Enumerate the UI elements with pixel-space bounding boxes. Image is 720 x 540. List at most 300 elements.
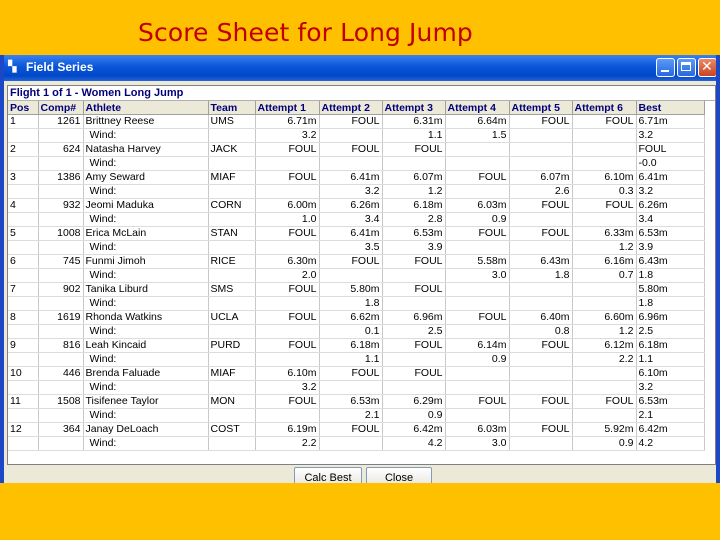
- wind-cell: [509, 437, 572, 451]
- attempt-cell: FOUL: [572, 115, 636, 129]
- wind-cell: [509, 213, 572, 227]
- wind-cell: [509, 409, 572, 423]
- wind-cell: 3.2: [255, 381, 319, 395]
- table-row[interactable]: [8, 143, 704, 157]
- wind-cell: [255, 297, 319, 311]
- empty-cell: [208, 381, 255, 395]
- wind-label: Wind:: [83, 409, 208, 423]
- attempt-cell: [509, 367, 572, 381]
- table-row[interactable]: [8, 227, 704, 241]
- column-header[interactable]: Comp#: [38, 101, 83, 115]
- table-header-row: [8, 101, 704, 115]
- athlete-cell: Erica McLain: [83, 227, 208, 241]
- table-row[interactable]: [8, 199, 704, 213]
- empty-cell: [38, 269, 83, 283]
- athlete-cell: Tanika Liburd: [83, 283, 208, 297]
- athlete-cell: Jeomi Maduka: [83, 199, 208, 213]
- table-row[interactable]: [8, 171, 704, 185]
- attempt-cell: 6.43m: [509, 255, 572, 269]
- attempt-cell: 6.18m: [382, 199, 445, 213]
- wind-label: Wind:: [83, 157, 208, 171]
- attempt-cell: 6.26m: [319, 199, 382, 213]
- table-row[interactable]: [8, 339, 704, 353]
- wind-row[interactable]: [8, 297, 704, 311]
- wind-label: Wind:: [83, 353, 208, 367]
- wind-label: Wind:: [83, 297, 208, 311]
- position-cell: 12: [8, 423, 38, 437]
- empty-cell: [8, 409, 38, 423]
- wind-label: Wind:: [83, 241, 208, 255]
- column-header[interactable]: Attempt 2: [319, 101, 382, 115]
- wind-cell: 3.0: [445, 437, 509, 451]
- wind-cell: 3.5: [319, 241, 382, 255]
- table-row[interactable]: [8, 115, 704, 129]
- attempt-cell: [509, 143, 572, 157]
- attempt-cell: FOUL: [255, 171, 319, 185]
- wind-cell: 0.1: [319, 325, 382, 339]
- attempt-cell: [445, 367, 509, 381]
- wind-label: Wind:: [83, 325, 208, 339]
- wind-cell: [445, 297, 509, 311]
- maximize-icon: [681, 62, 691, 71]
- best-cell: FOUL: [636, 143, 704, 157]
- wind-label: Wind:: [83, 185, 208, 199]
- close-icon: ✕: [701, 59, 713, 75]
- attempt-cell: FOUL: [509, 199, 572, 213]
- attempt-cell: 6.12m: [572, 339, 636, 353]
- best-wind-cell: 3.4: [636, 213, 704, 227]
- wind-cell: 0.9: [572, 437, 636, 451]
- best-cell: 6.96m: [636, 311, 704, 325]
- attempt-cell: 6.31m: [382, 115, 445, 129]
- best-cell: 6.10m: [636, 367, 704, 381]
- team-cell: MIAF: [208, 367, 255, 381]
- wind-cell: 4.2: [382, 437, 445, 451]
- competitor-number-cell: 932: [38, 199, 83, 213]
- wind-cell: [382, 297, 445, 311]
- attempt-cell: 6.03m: [445, 423, 509, 437]
- wind-row[interactable]: [8, 157, 704, 171]
- attempt-cell: 6.03m: [445, 199, 509, 213]
- best-cell: 6.18m: [636, 339, 704, 353]
- empty-cell: [38, 381, 83, 395]
- empty-cell: [38, 353, 83, 367]
- wind-cell: 0.9: [445, 353, 509, 367]
- wind-row[interactable]: [8, 353, 704, 367]
- attempt-cell: 6.96m: [382, 311, 445, 325]
- empty-cell: [208, 129, 255, 143]
- empty-cell: [38, 241, 83, 255]
- empty-cell: [208, 241, 255, 255]
- calc-best-button[interactable]: Calc Best: [294, 467, 362, 483]
- attempt-cell: [445, 143, 509, 157]
- attempt-cell: 6.19m: [255, 423, 319, 437]
- column-header[interactable]: Attempt 4: [445, 101, 509, 115]
- wind-cell: [255, 325, 319, 339]
- attempt-cell: [572, 283, 636, 297]
- empty-cell: [208, 353, 255, 367]
- competitor-number-cell: 1386: [38, 171, 83, 185]
- best-wind-cell: -0.0: [636, 157, 704, 171]
- attempt-cell: FOUL: [319, 367, 382, 381]
- attempt-cell: FOUL: [255, 311, 319, 325]
- attempt-cell: FOUL: [255, 227, 319, 241]
- attempt-cell: [572, 367, 636, 381]
- wind-cell: 2.0: [255, 269, 319, 283]
- empty-cell: [208, 325, 255, 339]
- attempt-cell: 6.62m: [319, 311, 382, 325]
- attempt-cell: FOUL: [382, 339, 445, 353]
- wind-cell: [509, 129, 572, 143]
- attempt-cell: FOUL: [445, 311, 509, 325]
- empty-cell: [8, 269, 38, 283]
- attempt-cell: 6.41m: [319, 227, 382, 241]
- best-wind-cell: 2.1: [636, 409, 704, 423]
- empty-cell: [208, 157, 255, 171]
- empty-cell: [8, 353, 38, 367]
- empty-cell: [8, 213, 38, 227]
- wind-cell: [255, 185, 319, 199]
- attempt-cell: 6.29m: [382, 395, 445, 409]
- attempt-cell: FOUL: [255, 339, 319, 353]
- best-cell: 5.80m: [636, 283, 704, 297]
- position-cell: 10: [8, 367, 38, 381]
- attempt-cell: FOUL: [509, 115, 572, 129]
- position-cell: 4: [8, 199, 38, 213]
- wind-cell: 3.2: [319, 185, 382, 199]
- competitor-number-cell: 1008: [38, 227, 83, 241]
- wind-label: Wind:: [83, 129, 208, 143]
- wind-cell: [319, 129, 382, 143]
- wind-label: Wind:: [83, 213, 208, 227]
- wind-cell: 1.5: [445, 129, 509, 143]
- wind-cell: 0.9: [382, 409, 445, 423]
- attempt-cell: FOUL: [382, 367, 445, 381]
- team-cell: COST: [208, 423, 255, 437]
- column-header[interactable]: Attempt 5: [509, 101, 572, 115]
- wind-cell: 0.3: [572, 185, 636, 199]
- empty-cell: [208, 213, 255, 227]
- competitor-number-cell: 624: [38, 143, 83, 157]
- attempt-cell: 6.14m: [445, 339, 509, 353]
- position-cell: 1: [8, 115, 38, 129]
- wind-cell: 3.9: [382, 241, 445, 255]
- wind-row[interactable]: [8, 185, 704, 199]
- close-button[interactable]: Close: [366, 467, 432, 483]
- empty-cell: [8, 381, 38, 395]
- best-cell: 6.53m: [636, 227, 704, 241]
- wind-label: Wind:: [83, 269, 208, 283]
- table-row[interactable]: [8, 395, 704, 409]
- best-wind-cell: 3.2: [636, 381, 704, 395]
- empty-cell: [208, 269, 255, 283]
- best-cell: 6.41m: [636, 171, 704, 185]
- team-cell: SMS: [208, 283, 255, 297]
- attempt-cell: 6.30m: [255, 255, 319, 269]
- attempt-cell: FOUL: [445, 227, 509, 241]
- table-row[interactable]: [8, 283, 704, 297]
- wind-cell: 2.1: [319, 409, 382, 423]
- team-cell: UMS: [208, 115, 255, 129]
- athlete-cell: Brittney Reese: [83, 115, 208, 129]
- empty-cell: [8, 437, 38, 451]
- team-cell: PURD: [208, 339, 255, 353]
- position-cell: 2: [8, 143, 38, 157]
- wind-cell: 2.5: [382, 325, 445, 339]
- athlete-cell: Rhonda Watkins: [83, 311, 208, 325]
- empty-cell: [38, 325, 83, 339]
- wind-cell: 1.2: [572, 241, 636, 255]
- field-series-window: [0, 55, 720, 483]
- team-cell: MIAF: [208, 171, 255, 185]
- best-cell: 6.42m: [636, 423, 704, 437]
- wind-cell: 2.2: [572, 353, 636, 367]
- best-wind-cell: 3.2: [636, 185, 704, 199]
- flight-label: Flight 1 of 1 - Women Long Jump: [8, 86, 715, 101]
- empty-cell: [208, 185, 255, 199]
- team-cell: CORN: [208, 199, 255, 213]
- empty-cell: [208, 409, 255, 423]
- wind-cell: 1.8: [509, 269, 572, 283]
- team-cell: RICE: [208, 255, 255, 269]
- wind-row[interactable]: [8, 409, 704, 423]
- close-window-button[interactable]: [698, 58, 717, 77]
- competitor-number-cell: 446: [38, 367, 83, 381]
- empty-cell: [38, 185, 83, 199]
- attempt-cell: 6.53m: [382, 227, 445, 241]
- attempt-cell: 6.16m: [572, 255, 636, 269]
- empty-cell: [38, 157, 83, 171]
- wind-cell: [509, 297, 572, 311]
- wind-cell: [572, 297, 636, 311]
- column-header[interactable]: Athlete: [83, 101, 208, 115]
- attempt-cell: 6.41m: [319, 171, 382, 185]
- empty-cell: [8, 297, 38, 311]
- best-wind-cell: 3.2: [636, 129, 704, 143]
- wind-cell: [509, 381, 572, 395]
- slide-title: Score Sheet for Long Jump: [138, 18, 473, 47]
- best-wind-cell: 2.5: [636, 325, 704, 339]
- attempt-cell: FOUL: [509, 227, 572, 241]
- attempt-cell: 6.42m: [382, 423, 445, 437]
- position-cell: 3: [8, 171, 38, 185]
- wind-cell: [572, 157, 636, 171]
- attempt-cell: FOUL: [572, 199, 636, 213]
- attempt-cell: FOUL: [255, 395, 319, 409]
- position-cell: 9: [8, 339, 38, 353]
- competitor-number-cell: 1261: [38, 115, 83, 129]
- position-cell: 8: [8, 311, 38, 325]
- wind-cell: [255, 157, 319, 171]
- best-cell: 6.26m: [636, 199, 704, 213]
- attempt-cell: [572, 143, 636, 157]
- attempt-cell: FOUL: [382, 255, 445, 269]
- wind-cell: 3.0: [445, 269, 509, 283]
- attempt-cell: FOUL: [382, 283, 445, 297]
- wind-cell: [382, 157, 445, 171]
- attempt-cell: 6.53m: [319, 395, 382, 409]
- attempt-cell: 5.58m: [445, 255, 509, 269]
- wind-cell: [445, 185, 509, 199]
- column-header[interactable]: Attempt 3: [382, 101, 445, 115]
- attempt-cell: 5.92m: [572, 423, 636, 437]
- wind-cell: 1.1: [382, 129, 445, 143]
- empty-cell: [38, 297, 83, 311]
- column-header[interactable]: Attempt 6: [572, 101, 636, 115]
- attempt-cell: 6.40m: [509, 311, 572, 325]
- empty-cell: [8, 185, 38, 199]
- column-header[interactable]: Pos: [8, 101, 38, 115]
- attempt-cell: 6.71m: [255, 115, 319, 129]
- best-wind-cell: 1.8: [636, 297, 704, 311]
- column-header[interactable]: Team: [208, 101, 255, 115]
- attempt-cell: 6.60m: [572, 311, 636, 325]
- app-icon: ▚: [8, 60, 17, 73]
- athlete-cell: Brenda Faluade: [83, 367, 208, 381]
- wind-row[interactable]: [8, 129, 704, 143]
- attempt-cell: [509, 283, 572, 297]
- empty-cell: [208, 297, 255, 311]
- empty-cell: [38, 437, 83, 451]
- maximize-button[interactable]: [677, 58, 696, 77]
- attempt-cell: FOUL: [382, 143, 445, 157]
- wind-cell: 3.4: [319, 213, 382, 227]
- table-row[interactable]: [8, 311, 704, 325]
- attempt-cell: FOUL: [572, 395, 636, 409]
- attempt-cell: 6.18m: [319, 339, 382, 353]
- attempt-cell: FOUL: [509, 395, 572, 409]
- attempt-cell: 6.64m: [445, 115, 509, 129]
- team-cell: UCLA: [208, 311, 255, 325]
- wind-row[interactable]: [8, 213, 704, 227]
- minimize-icon: [661, 70, 669, 72]
- competitor-number-cell: 1619: [38, 311, 83, 325]
- best-wind-cell: 1.8: [636, 269, 704, 283]
- team-cell: STAN: [208, 227, 255, 241]
- attempt-cell: [445, 283, 509, 297]
- window-titlebar[interactable]: [4, 55, 716, 81]
- athlete-cell: Janay DeLoach: [83, 423, 208, 437]
- wind-cell: 1.0: [255, 213, 319, 227]
- button-bar: [4, 465, 716, 483]
- best-wind-cell: 3.9: [636, 241, 704, 255]
- wind-cell: 2.2: [255, 437, 319, 451]
- attempt-cell: 6.07m: [382, 171, 445, 185]
- empty-cell: [38, 409, 83, 423]
- attempt-cell: FOUL: [445, 395, 509, 409]
- best-cell: 6.53m: [636, 395, 704, 409]
- wind-cell: [319, 269, 382, 283]
- wind-cell: [319, 381, 382, 395]
- wind-row[interactable]: [8, 325, 704, 339]
- attempt-cell: 6.33m: [572, 227, 636, 241]
- attempt-cell: FOUL: [319, 255, 382, 269]
- column-header[interactable]: Best: [636, 101, 704, 115]
- attempt-cell: FOUL: [319, 115, 382, 129]
- wind-cell: 1.8: [319, 297, 382, 311]
- attempt-cell: FOUL: [319, 143, 382, 157]
- table-row[interactable]: [8, 255, 704, 269]
- wind-cell: [445, 381, 509, 395]
- athlete-cell: Tisifenee Taylor: [83, 395, 208, 409]
- minimize-button[interactable]: [656, 58, 675, 77]
- attempt-cell: FOUL: [509, 423, 572, 437]
- wind-cell: 2.6: [509, 185, 572, 199]
- attempt-cell: FOUL: [255, 143, 319, 157]
- empty-cell: [208, 437, 255, 451]
- best-wind-cell: 4.2: [636, 437, 704, 451]
- wind-row[interactable]: [8, 381, 704, 395]
- table-row[interactable]: [8, 423, 704, 437]
- wind-cell: [319, 157, 382, 171]
- attempt-cell: 6.10m: [255, 367, 319, 381]
- wind-label: Wind:: [83, 381, 208, 395]
- wind-cell: 1.2: [382, 185, 445, 199]
- attempt-cell: 6.00m: [255, 199, 319, 213]
- empty-cell: [8, 241, 38, 255]
- attempt-cell: 5.80m: [319, 283, 382, 297]
- wind-row[interactable]: [8, 437, 704, 451]
- wind-cell: [382, 381, 445, 395]
- wind-cell: 2.8: [382, 213, 445, 227]
- empty-cell: [8, 157, 38, 171]
- wind-cell: [445, 325, 509, 339]
- athlete-cell: Amy Seward: [83, 171, 208, 185]
- wind-cell: [382, 269, 445, 283]
- best-cell: 6.71m: [636, 115, 704, 129]
- attempt-cell: FOUL: [445, 171, 509, 185]
- wind-cell: [509, 241, 572, 255]
- best-wind-cell: 1.1: [636, 353, 704, 367]
- competitor-number-cell: 745: [38, 255, 83, 269]
- wind-cell: 1.1: [319, 353, 382, 367]
- wind-row[interactable]: [8, 269, 704, 283]
- wind-cell: [255, 241, 319, 255]
- wind-cell: [572, 381, 636, 395]
- table-row[interactable]: [8, 367, 704, 381]
- empty-cell: [38, 129, 83, 143]
- column-header[interactable]: Attempt 1: [255, 101, 319, 115]
- empty-cell: [38, 213, 83, 227]
- competitor-number-cell: 902: [38, 283, 83, 297]
- position-cell: 5: [8, 227, 38, 241]
- wind-cell: 1.2: [572, 325, 636, 339]
- table-body: [8, 115, 704, 451]
- wind-cell: [445, 409, 509, 423]
- attempt-cell: 6.10m: [572, 171, 636, 185]
- athlete-cell: Leah Kincaid: [83, 339, 208, 353]
- window-title: Field Series: [26, 60, 94, 74]
- wind-cell: [572, 213, 636, 227]
- wind-cell: [319, 437, 382, 451]
- wind-cell: [572, 409, 636, 423]
- position-cell: 11: [8, 395, 38, 409]
- team-cell: MON: [208, 395, 255, 409]
- wind-cell: [255, 353, 319, 367]
- results-table: [8, 101, 705, 451]
- best-cell: 6.43m: [636, 255, 704, 269]
- wind-cell: [445, 157, 509, 171]
- team-cell: JACK: [208, 143, 255, 157]
- attempt-cell: FOUL: [255, 283, 319, 297]
- results-grid[interactable]: [7, 85, 716, 465]
- position-cell: 6: [8, 255, 38, 269]
- attempt-cell: 6.07m: [509, 171, 572, 185]
- wind-cell: [509, 353, 572, 367]
- athlete-cell: Funmi Jimoh: [83, 255, 208, 269]
- attempt-cell: FOUL: [509, 339, 572, 353]
- wind-row[interactable]: [8, 241, 704, 255]
